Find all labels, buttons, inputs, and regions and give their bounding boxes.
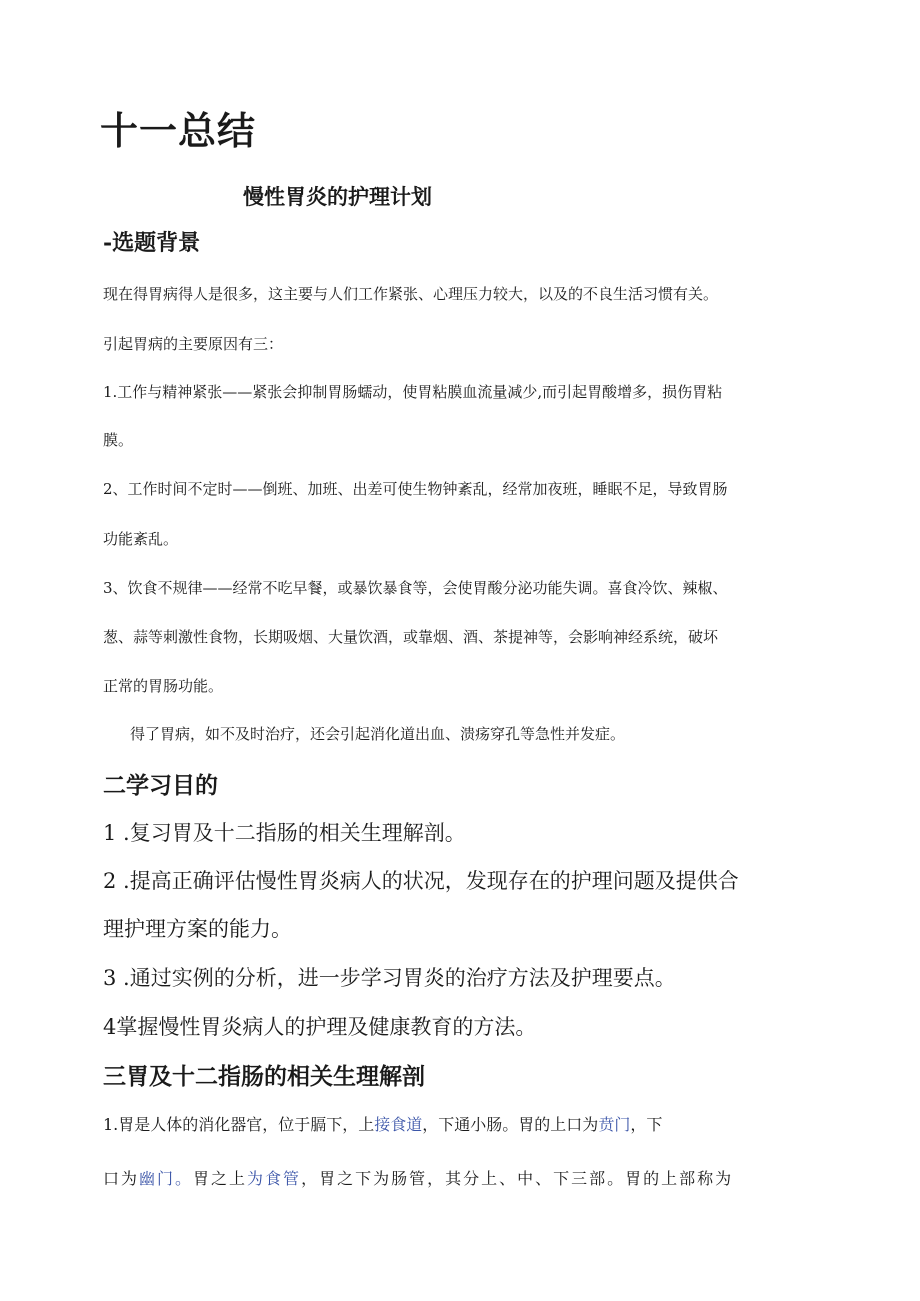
page-title: 十一总结 [100, 109, 257, 153]
anatomy-line-1 [103, 1112, 662, 1135]
goal-item-3: 3 .通过实例的分析，进一步学习胃炎的治疗方法及护理要点。 [103, 966, 676, 990]
anatomy-text: 胃之上 [193, 1169, 248, 1188]
goal-item-4: 4掌握慢性胃炎病人的护理及健康教育的方法。 [103, 1015, 537, 1039]
esophagus-link[interactable]: 接食道 [374, 1115, 423, 1134]
paragraph-cause-1-line-1: 1.工作与精神紧张——紧张会抑制胃肠蠕动，使胃粘膜血流量减少,而引起胃酸增多，损伤胃粘 [103, 383, 723, 401]
goal-item-2-line-1: 2 .提高正确评估慢性胃炎病人的状况，发现存在的护理问题及提供合 [103, 869, 739, 893]
cardia-link[interactable]: 贲门 [598, 1115, 631, 1134]
section-heading-anatomy: 三胃及十二指肠的相关生理解剖 [103, 1063, 425, 1090]
paragraph-cause-2-line-2: 功能紊乱。 [103, 530, 179, 548]
anatomy-text: ，下 [630, 1115, 663, 1134]
anatomy-text: 口为 [103, 1169, 140, 1188]
paragraph-intro: 现在得胃病得人是很多，这主要与人们工作紧张、心理压力较大，以及的不良生活习惯有关。 [103, 285, 719, 303]
paragraph-causes-lead: 引起胃病的主要原因有三： [103, 335, 284, 353]
anatomy-text: ，下通小肠。胃的上口为 [422, 1115, 599, 1134]
section-heading-goals: 二学习目的 [103, 772, 218, 799]
paragraph-cause-2-line-1: 2、工作时间不定时——倒班、加班、出差可使生物钟紊乱，经常加夜班，睡眠不足，导致胃肠 [103, 480, 728, 498]
esophagus-link-2[interactable]: 为食管 [247, 1169, 302, 1188]
document-subtitle: 慢性胃炎的护理计划 [243, 185, 432, 209]
paragraph-cause-3-line-2: 葱、蒜等刺激性食物，长期吸烟、大量饮酒，或靠烟、酒、茶提神等，会影响神经系统，破坏 [103, 628, 719, 646]
paragraph-cause-3-line-1: 3、饮食不规律——经常不吃早餐，或暴饮暴食等，会使胃酸分泌功能失调。喜食冷饮、辣椒、 [103, 579, 728, 597]
anatomy-line-2 [103, 1166, 733, 1189]
section-heading-background: -选题背景 [103, 230, 201, 256]
goal-item-1: 1 .复习胃及十二指肠的相关生理解剖。 [103, 821, 466, 845]
paragraph-cause-3-line-3: 正常的胃肠功能。 [103, 677, 224, 695]
anatomy-text: ，胃之下为肠管，其分上、中、下三部。胃的上部称为 [301, 1169, 734, 1188]
paragraph-cause-1-line-2: 膜。 [103, 431, 134, 449]
pylorus-link[interactable]: 幽门。 [139, 1169, 194, 1188]
paragraph-conclusion: 得了胃病，如不及时治疗，还会引起消化道出血、溃疡穿孔等急性并发症。 [130, 725, 626, 743]
anatomy-text: 1.胃是人体的消化器官，位于膈下，上 [103, 1115, 375, 1134]
goal-item-2-line-2: 理护理方案的能力。 [103, 917, 292, 941]
